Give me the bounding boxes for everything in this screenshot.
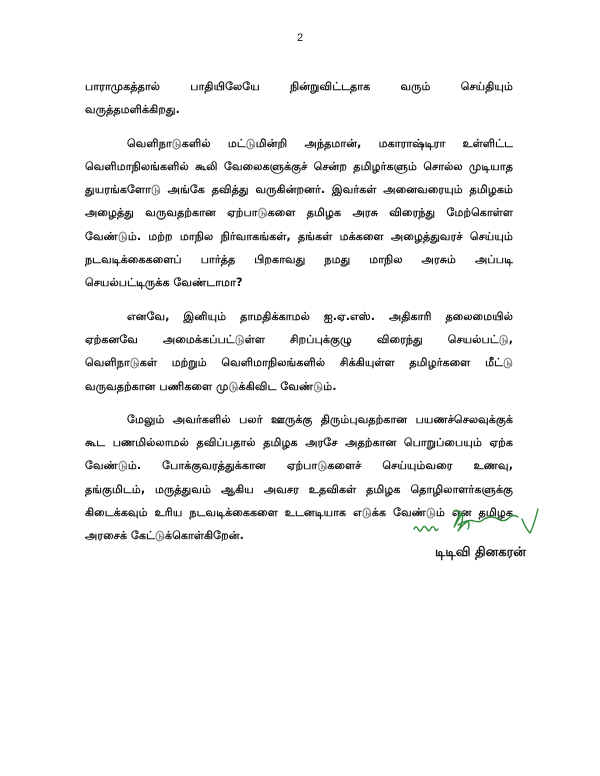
text-line-content: வெளிநாடுகளில் மட்டுமின்றி அந்தமான், மகாராஷ்டிரா உள்ளிட்ட [127,136,513,150]
page-number: 2 [296,32,304,44]
text-line-content: எனவே, இனியும் தாமதிக்காமல் ஐ.ஏ.எஸ். அதிகாரி தலைமையில் [127,309,513,323]
text-line: கூட பணமில்லாமல் தவிப்பதால் தமிழக அரசே அதற்கான பொறுப்பையும் ஏற்க [85,436,513,450]
paragraph-2 [85,132,513,295]
signature-block [410,505,570,575]
text-line: வேண்டும். மற்ற மாநில நிர்வாகங்கள், தங்கள் மக்களை அழைத்துவரச் செய்யும் [85,229,513,243]
text-line: செயல்பட்டிருக்க வேண்டாமா? [85,276,243,290]
letter-body [85,75,513,548]
text-line [85,408,513,431]
text-line: அரசைக் கேட்டுக்கொள்கிறேன். [85,529,244,543]
paragraph-1 [85,75,513,122]
text-line: வேண்டும். போக்குவரத்துக்கான ஏற்பாடுகளைச் செய்யும்வரை உணவு, [85,459,513,473]
text-line: தங்குமிடம், மருத்துவம் ஆகிய அவசர உதவிகள் தமிழக தொழிலாளர்களுக்கு [85,482,513,496]
text-line: துயரங்களோடு அங்கே தவித்து வருகின்றனர். இவர்கள் அனைவரையும் தமிழகம் [85,183,513,197]
text-line: வெளிநாடுகள் மற்றும் வெளிமாநிலங்களில் சிக்கியுள்ள தமிழர்களை மீட்டு [85,356,513,370]
handwritten-signature-icon [410,505,570,545]
text-line [85,132,513,155]
text-line: கிடைக்கவும் உரிய நடவடிக்கைகளை உடனடியாக எடுக்க வேண்டும் என தமிழக [85,506,513,520]
text-line: வருவதற்கான பணிகளை முடுக்கிவிட வேண்டும். [85,379,337,393]
text-line: ஏற்கனவே அமைக்கப்பட்டுள்ள சிறப்புக்குழு விரைந்து செயல்பட்டு, [85,332,513,346]
text-line: அழைத்து வருவதற்கான ஏற்பாடுகளை தமிழக அரசு விரைந்து மேற்கொள்ள [85,206,513,220]
text-line: வருத்தமளிக்கிறது. [85,103,180,117]
text-line [85,305,513,328]
signer-name: டிடிவி தினகரன் [435,545,526,560]
paragraph-3 [85,305,513,398]
text-line-content: மேலும் அவர்களில் பலர் ஊருக்கு திரும்புவதற்கான பயணச்செலவுக்குக் [127,412,513,426]
text-line: பாராமுகத்தால் பாதியிலேயே நின்றுவிட்டதாக வரும் செய்தியும் [85,80,513,93]
text-line: வெளிமாநிலங்களில் கூலி வேலைகளுக்குச் சென்ற தமிழர்களும் சொல்ல முடியாத [85,159,513,173]
text-line: நடவடிக்கைகளைப் பார்த்த பிறகாவது நமது மாநில அரசும் அப்படி [85,253,513,267]
